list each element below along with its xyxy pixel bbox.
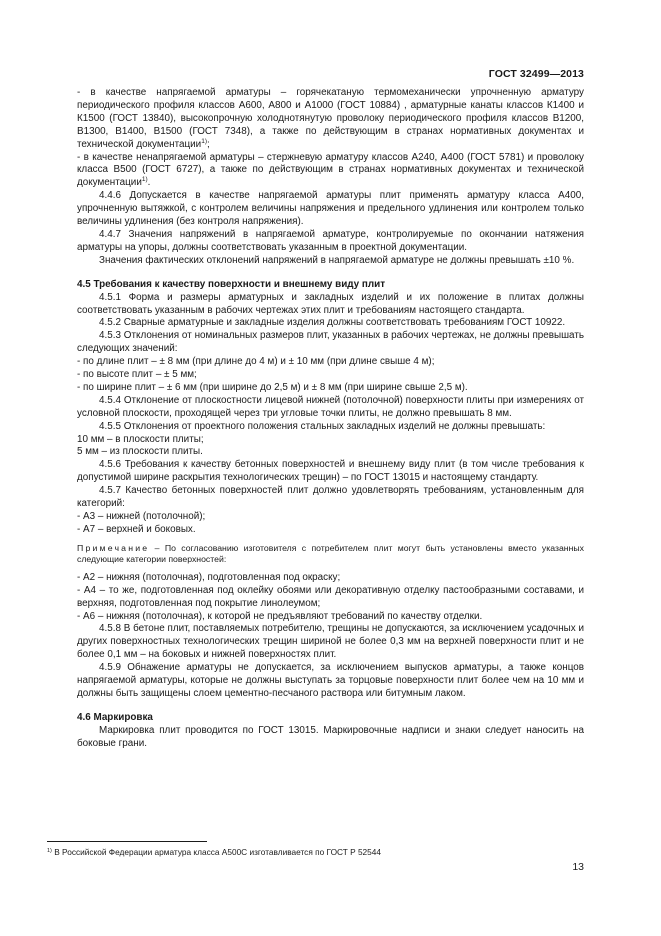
footnote-reference: 1) [201,137,207,145]
paragraph-text: - А3 – нижней (потолочной); [77,511,206,522]
paragraph-text: - А6 – нижняя (потолочная), к которой не предъявляют требований по качеству отделки. [77,610,483,622]
paragraph [77,485,584,511]
paragraph-text: - по высоте плит – ± 5 мм; [77,369,197,381]
paragraph [77,662,584,701]
paragraph [77,330,584,356]
paragraph [77,459,584,485]
paragraph [77,524,584,537]
note-paragraph [77,543,584,566]
paragraph-text: - по длине плит – ± 8 мм (при длине до 4 м) и ± 10 мм (при длине свыше 4 м); [77,356,435,368]
paragraph-text: 4.5.7 Качество бетонных поверхностей плит должно удовлетворять требованиям, установленным для категорий: [77,485,584,510]
paragraph [77,382,584,395]
paragraph-text: – По согласованию изготовителя с потребителем плит могут быть установлены вместо указанных следующие категории поверхностей: [77,542,584,565]
paragraph-text: - по ширине плит – ± 6 мм (при ширине до 2,5 м) и ± 8 мм (при ширине свыше 2,5 м). [77,381,468,393]
paragraph-text: - в качестве напрягаемой арматуры – горячекатаную термомеханически упрочненную арматуру периодического профиля классов А600, А800 и А1000 (ГОСТ 10884) , арматурные канаты классов К1400 и К1500 (ГОСТ 13840), высокопрочную холоднотянутую проволоку периодического профиля классов В1200, В1300, В1400, В1500 (ГОСТ 7348), а также по действующим в странах нормативных документах и технической документации [77,87,584,150]
paragraph [77,434,584,447]
paragraph-text: 4.5.4 Отклонение от плоскостности лицевой нижней (потолочной) поверхности плиты при измерениях от условной плоскости, проходящей через три угловые точки плиты, не должно превышать 8 мм. [77,394,584,419]
paragraph [77,446,584,459]
paragraph [77,356,584,369]
paragraph [77,511,584,524]
paragraph-text: 10 мм – в плоскости плиты; [77,433,204,445]
paragraph [77,585,584,611]
footnote-text: В Российской Федерации арматура класса А500С изготавливается по ГОСТ Р 52544 [51,847,382,857]
paragraph [77,611,584,624]
paragraph-text: 4.5.6 Требования к качеству бетонных поверхностей и внешнему виду плит (в том числе требования к допустимой ширине раскрытия технологических трещин) – по ГОСТ 13015 и настоящему стандарту. [77,459,584,484]
paragraph-text: 4.5.2 Сварные арматурные и закладные изделия должны соответствовать требованиям ГОСТ 10922. [99,317,566,329]
paragraph-text: 4.4.7 Значения напряжений в напрягаемой арматуре, контролируемые по окончании натяжения арматуры на упоры, должны соответствовать указанным в проектной документации. [77,228,584,253]
paragraph [77,421,584,434]
paragraph-text: - А7 – верхней и боковых. [77,523,196,535]
paragraph [77,255,584,268]
paragraph-text: - в качестве ненапрягаемой арматуры – стержневую арматуру классов А240, А400 (ГОСТ 5781) и проволоку класса В500 (ГОСТ 6727), а также по действующим в странах нормативных документах и технической документации [77,151,584,189]
paragraph [77,623,584,662]
footnote-divider [47,841,207,842]
paragraph-text: 4.5.5 Отклонения от проектного положения стальных закладных изделий не должны превышать: [99,420,546,432]
paragraph-text: 4.5.9 Обнажение арматуры не допускается, за исключением выпусков арматуры, а также концов напрягаемой арматуры, которые не должны выступать за торцовые поверхности плит более чем на 10 мм и должны быть защищены слоем цементно-песчаного раствора или битумным лаком. [77,662,584,699]
footnote-marker: 1) [47,848,52,854]
paragraph-text: 4.5.3 Отклонения от номинальных размеров плит, указанных в рабочих чертежах, не должны превышать следующих значений: [77,330,584,355]
paragraph [77,725,584,751]
document-body [77,87,584,751]
paragraph-text: 4.5.1 Форма и размеры арматурных и закладных изделий и их положение в плитах должны соответствовать указанным в рабочих чертежах этих плит и требованиям настоящего стандарта. [77,291,584,316]
paragraph [77,317,584,330]
paragraph-text: 5 мм – из плоскости плиты. [77,446,203,458]
footnote-reference: 1) [141,176,148,184]
paragraph [77,152,584,191]
paragraph [77,229,584,255]
paragraph [77,87,584,152]
paragraph-text: 4.6 Маркировка [77,711,153,723]
section-heading [77,712,584,725]
footnote [47,847,587,858]
paragraph-text: Значения фактических отклонений напряжений в напрягаемой арматуре не должны превышать ±10 %. [99,254,575,266]
note-label: Примечание [77,542,150,553]
paragraph [77,572,584,585]
paragraph [77,369,584,382]
paragraph-tail: . [147,177,151,189]
standard-designation: ГОСТ 32499—2013 [488,68,584,80]
paragraph-text: - А2 – нижняя (потолочная), подготовленная под окраску; [77,571,341,583]
section-heading [77,279,584,292]
paragraph-text: 4.5.8 В бетоне плит, поставляемых потребителю, трещины не допускаются, за исключением усадочных и других поверхностных технологических трещин шириной не более 0,3 мм на верхней поверхности плит и не более 0,1 мм – на боковых и нижней поверхностях плит. [77,623,584,661]
paragraph-tail: ; [206,138,210,150]
paragraph [77,190,584,229]
paragraph-text: Маркировка плит проводится по ГОСТ 13015. Маркировочные надписи и знаки следует наносить на боковые грани. [77,724,584,749]
paragraph-text: 4.4.6 Допускается в качестве напрягаемой арматуры плит применять арматуру класса А400, упрочненную вытяжкой, с контролем величины напряжения и предельного удлинения или контролем только величины удлинения (без контроля напряжения). [77,190,584,228]
paragraph [77,395,584,421]
paragraph-text: 4.5 Требования к качеству поверхности и внешнему виду плит [77,278,386,290]
paragraph-text: - А4 – то же, подготовленная под оклейку обоями или декоративную отделку пастообразными составами, и верхняя, подготовленная под покрытие линолеумом; [77,584,584,609]
paragraph [77,292,584,318]
page-number: 13 [572,861,584,873]
